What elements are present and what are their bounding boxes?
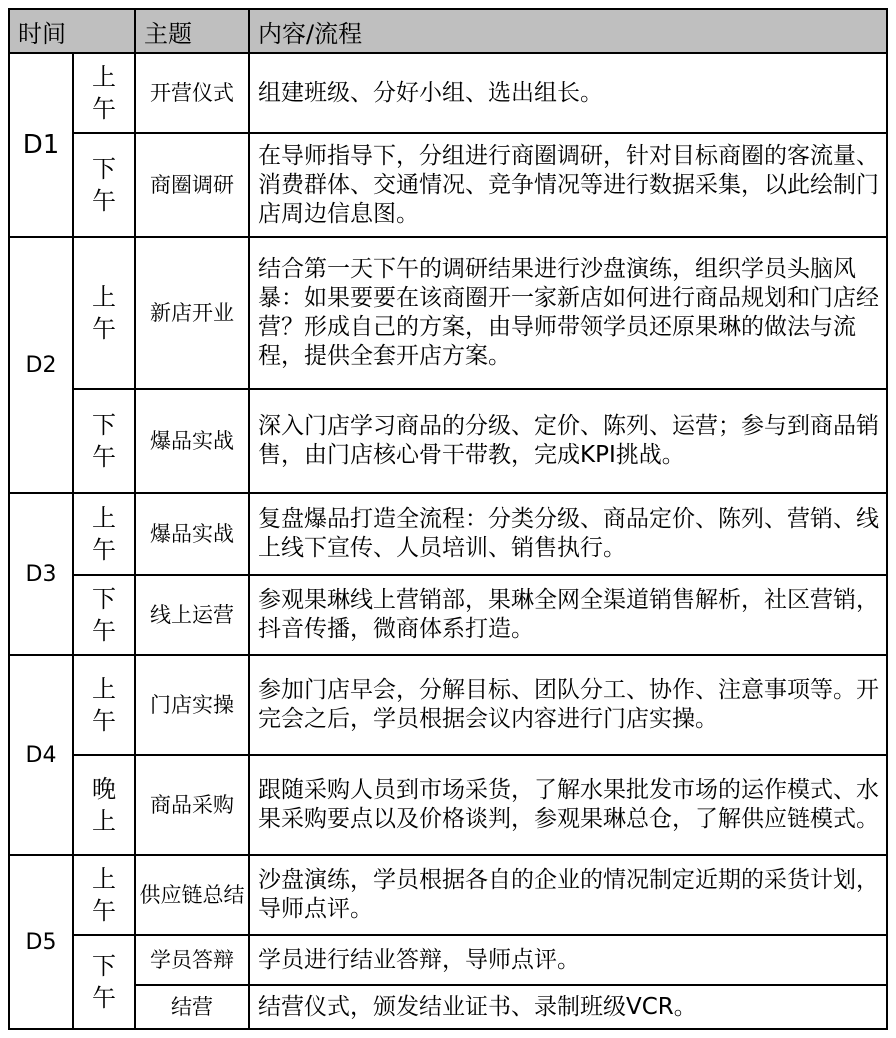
- header-row: [9, 9, 887, 53]
- content-cell: 复盘爆品打造全流程：分类分级、商品定价、陈列、营销、线上线下宣传、人员培训、销售执行。: [249, 493, 887, 575]
- topic-cell: 商品采购: [135, 755, 249, 855]
- table-row: [9, 133, 887, 237]
- content-cell: 学员进行结业答辩，导师点评。: [249, 935, 887, 985]
- day-label: D5: [9, 855, 73, 1029]
- day-label: D1: [9, 53, 73, 237]
- topic-cell: 商圈调研: [135, 133, 249, 237]
- session-label: 上 午: [73, 855, 135, 935]
- table-row: [9, 655, 887, 755]
- content-cell: 结合第一天下午的调研结果进行沙盘演练，组织学员头脑风暴：如果要要在该商圈开一家新店如何进行商品规划和门店经营？形成自己的方案，由导师带领学员还原果琳的做法与流程，提供全套开店方案。: [249, 237, 887, 389]
- header-content: 内容/流程: [249, 9, 887, 53]
- session-label: 下 午: [73, 575, 135, 655]
- table-row: [9, 237, 887, 389]
- header-topic: 主题: [135, 9, 249, 53]
- content-cell: 深入门店学习商品的分级、定价、陈列、运营；参与到商品销售，由门店核心骨干带教，完成KPI挑战。: [249, 389, 887, 493]
- session-label: 下 午: [73, 935, 135, 1029]
- table-row: [9, 389, 887, 493]
- session-label: 上 午: [73, 493, 135, 575]
- content-cell: 结营仪式，颁发结业证书、录制班级VCR。: [249, 985, 887, 1029]
- schedule-table: [8, 8, 888, 1030]
- session-label: 上 午: [73, 655, 135, 755]
- content-cell: 参加门店早会，分解目标、团队分工、协作、注意事项等。开完会之后，学员根据会议内容进行门店实操。: [249, 655, 887, 755]
- content-cell: 跟随采购人员到市场采货，了解水果批发市场的运作模式、水果采购要点以及价格谈判，参观果琳总仓，了解供应链模式。: [249, 755, 887, 855]
- topic-cell: 门店实操: [135, 655, 249, 755]
- table-row: [9, 855, 887, 935]
- session-label: 上 午: [73, 237, 135, 389]
- topic-cell: 爆品实战: [135, 493, 249, 575]
- topic-cell: 线上运营: [135, 575, 249, 655]
- topic-cell: 爆品实战: [135, 389, 249, 493]
- topic-cell: 供应链总结: [135, 855, 249, 935]
- content-cell: 在导师指导下，分组进行商圈调研，针对目标商圈的客流量、消费群体、交通情况、竞争情况等进行数据采集，以此绘制门店周边信息图。: [249, 133, 887, 237]
- header-time: 时间: [9, 9, 135, 53]
- table-row: [9, 755, 887, 855]
- table-row: [9, 493, 887, 575]
- schedule-document: [8, 8, 888, 1030]
- content-cell: 组建班级、分好小组、选出组长。: [249, 53, 887, 133]
- table-row: [9, 575, 887, 655]
- day-label: D3: [9, 493, 73, 655]
- topic-cell: 结营: [135, 985, 249, 1029]
- topic-cell: 学员答辩: [135, 935, 249, 985]
- topic-cell: 新店开业: [135, 237, 249, 389]
- content-cell: 参观果琳线上营销部，果琳全网全渠道销售解析，社区营销，抖音传播，微商体系打造。: [249, 575, 887, 655]
- session-label: 下 午: [73, 389, 135, 493]
- table-row: [9, 985, 887, 1029]
- day-label: D2: [9, 237, 73, 493]
- session-label: 上 午: [73, 53, 135, 133]
- content-cell: 沙盘演练，学员根据各自的企业的情况制定近期的采货计划，导师点评。: [249, 855, 887, 935]
- day-label: D4: [9, 655, 73, 855]
- topic-cell: 开营仪式: [135, 53, 249, 133]
- table-row: [9, 935, 887, 985]
- table-row: [9, 53, 887, 133]
- session-label: 下 午: [73, 133, 135, 237]
- session-label: 晚 上: [73, 755, 135, 855]
